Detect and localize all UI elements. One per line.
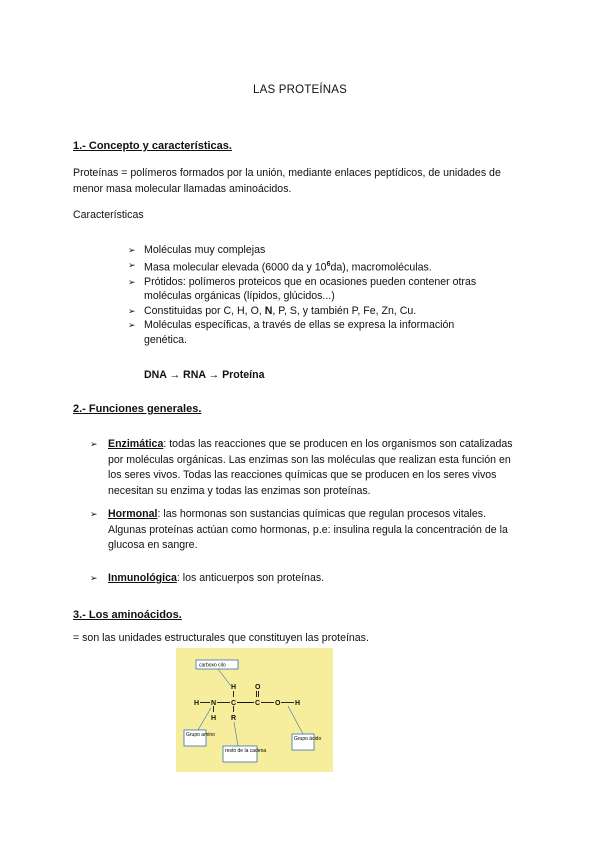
arrow-bullet-icon: ➢ [128, 245, 136, 255]
arrow-bullet-icon: ➢ [128, 320, 136, 331]
amino-acid-diagram [176, 648, 333, 772]
acido-label: Grupo ácido [294, 736, 322, 742]
atom-h-bottom: H [211, 715, 217, 722]
atom-r: R [231, 715, 237, 722]
arrow-bullet-icon: ➢ [90, 573, 98, 583]
amino-label: Grupo amino [186, 732, 215, 738]
atom-h-top: H [231, 684, 237, 691]
atom-h-left: H [194, 700, 200, 707]
function-inmunologica: ➢ Inmunológica: los anticuerpos son proteínas. [90, 571, 520, 587]
list-item: ➢ Masa molecular elevada (6000 da y $10^6da$), macromoléculas. [128, 259, 432, 274]
resto-label: resto de la cadena [225, 748, 267, 754]
list-item: ➢ Prótidos: polímeros proteicos que en ocasiones pueden contener otras moléculas orgánicas (lípidos, glúcidos...) [128, 275, 477, 303]
section-2-heading: 2.- Funciones generales. [73, 403, 202, 415]
atom-c-alpha: C [231, 700, 237, 707]
arrow-bullet-icon: ➢ [128, 305, 136, 316]
section-3-heading: 3.- Los aminoácidos. [73, 609, 182, 621]
atom-o-top: O [255, 684, 261, 691]
characteristics-list [128, 243, 498, 347]
function-hormonal: ➢ Hormonal: las hormonas son sustancias químicas que regulan procesos vitales. Algunas proteínas actúan como hormonas, p.e: insulina regula la concentración de la glucosa en sangre. [90, 508, 508, 551]
list-item: ➢ Constituidas por C, H, O, N, P, S, y también P, Fe, Zn, Cu. [128, 304, 417, 317]
arrow-bullet-icon: ➢ [128, 259, 136, 270]
atom-c-carboxyl: C [255, 700, 261, 707]
section-1-subheading: Características [73, 209, 144, 221]
amino-acid-structure [176, 648, 333, 772]
carboxilo-label: carboxo cilo [199, 662, 226, 669]
page-title: LAS PROTEÍNAS [253, 84, 347, 96]
atom-h-right: H [295, 700, 301, 707]
arrow-bullet-icon: ➢ [90, 439, 98, 449]
atom-n: N [211, 700, 217, 707]
arrow-bullet-icon: ➢ [128, 276, 136, 287]
section-3-definition: = son las unidades estructurales que constituyen las proteínas. [73, 632, 369, 644]
function-enzimatica: ➢ Enzimática: todas las reacciones que se producen en los organismos son catalizadas por moléculas orgánicas. Las enzimas son las moléculas que realizan esta función en los seres vivos. Todas las reacciones químicas que se producen en los seres vivos necesitan su enzima y todas las enzimas son proteínas. [90, 438, 513, 497]
atom-o: O [275, 700, 281, 707]
list-item: ➢ Moléculas muy complejas [128, 244, 266, 256]
arrow-bullet-icon: ➢ [90, 509, 98, 519]
section-1-heading: 1.- Concepto y características. [73, 140, 232, 152]
section-1-definition: Proteínas = polímeros formados por la unión, mediante enlaces peptídicos, de unidades de menor masa molecular llamadas aminoácidos. [73, 167, 501, 195]
list-item: ➢ Moléculas específicas, a través de ellas se expresa la información genética. [128, 319, 455, 346]
dna-flow: DNA → RNA → Proteína [144, 369, 265, 381]
